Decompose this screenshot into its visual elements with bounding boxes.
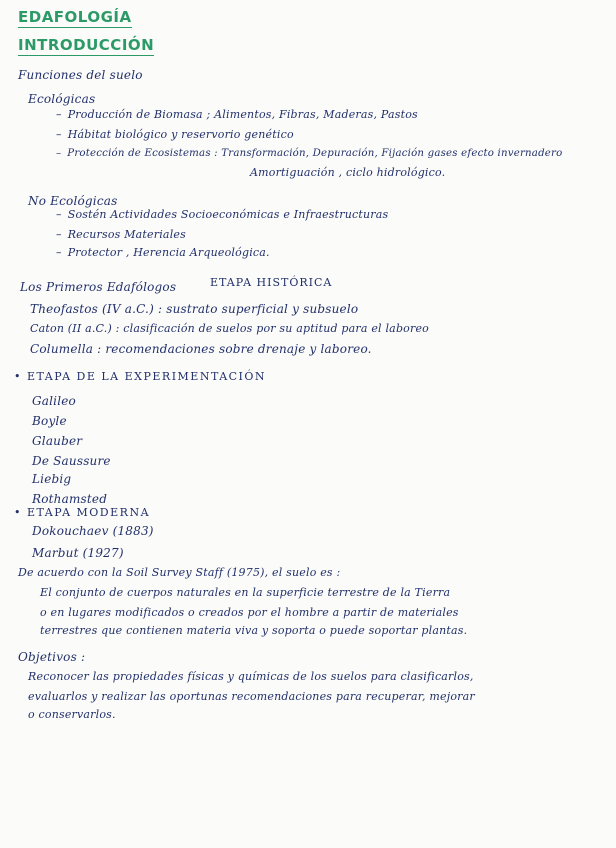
no-ecologicas-item-3: – Protector , Herencia Arqueológica.: [56, 246, 270, 259]
title-edafologia-text: EDAFOLOGÍA: [18, 8, 132, 26]
etapa-historica-label: ETAPA HISTÓRICA: [210, 276, 333, 289]
mod-name-2: Marbut (1927): [32, 546, 124, 560]
definicion-line-1: De acuerdo con la Soil Survey Staff (1975), el suelo es :: [18, 566, 341, 579]
etapa-moderna-label: • ETAPA MODERNA: [14, 506, 151, 519]
ecologicas-item-2: – Hábitat biológico y reservorio genético: [56, 128, 294, 141]
ecologicas-item-1-text: Producción de Biomasa ; Alimentos, Fibras, Maderas, Pastos: [67, 108, 418, 121]
ecologicas-item-3: – Protección de Ecosistemas : Transformación, Depuración, Fijación gases efecto invernadero: [56, 148, 563, 159]
objetivos-line-1: Reconocer las propiedades físicas y químicas de los suelos para clasificarlos,: [28, 670, 474, 683]
title-edafologia: [18, 8, 132, 26]
ecologicas-item-3-cont: Amortiguación , ciclo hidrológico.: [250, 166, 446, 179]
ecologicas-item-2-text: Hábitat biológico y reservorio genético: [67, 128, 294, 141]
no-ecologicas-item-3-text: Protector , Herencia Arqueológica.: [67, 246, 270, 259]
objetivos-line-3: o conservarlos.: [28, 708, 116, 721]
definicion-line-4: terrestres que contienen materia viva y soporta o puede soportar plantas.: [40, 624, 468, 637]
objetivos-line-2: evaluarlos y realizar las oportunas recomendaciones para recuperar, mejorar: [28, 690, 475, 703]
title-introduccion-text: INTRODUCCIÓN: [18, 36, 155, 54]
ecologicas-label: Ecológicas: [28, 92, 96, 106]
no-ecologicas-item-2-text: Recursos Materiales: [67, 228, 186, 241]
title-introduccion: [18, 36, 154, 54]
historia-item-3: Columella : recomendaciones sobre drenaje y laboreo.: [30, 342, 372, 356]
historia-item-1: Theofastos (IV a.C.) : sustrato superficial y subsuelo: [30, 302, 359, 316]
exp-name-1: Galileo: [32, 394, 76, 408]
exp-name-4: De Saussure: [32, 454, 111, 468]
historia-intro: Los Primeros Edafólogos: [20, 280, 177, 294]
ecologicas-item-3-text: Protección de Ecosistemas : Transformación, Depuración, Fijación gases efecto invernadero: [67, 148, 563, 159]
mod-name-1: Dokouchaev (1883): [32, 524, 154, 538]
ecologicas-item-1: – Producción de Biomasa ; Alimentos, Fibras, Maderas, Pastos: [56, 108, 418, 121]
no-ecologicas-item-1: – Sostén Actividades Socioeconómicas e Infraestructuras: [56, 208, 389, 221]
exp-name-5: Liebig: [32, 472, 72, 486]
exp-name-6: Rothamsted: [32, 492, 108, 506]
definicion-line-2: El conjunto de cuerpos naturales en la superficie terrestre de la Tierra: [40, 586, 451, 599]
historia-item-2: Caton (II a.C.) : clasificación de suelos por su aptitud para el laboreo: [30, 322, 429, 335]
objetivos-label: Objetivos :: [18, 650, 86, 664]
no-ecologicas-item-2: – Recursos Materiales: [56, 228, 186, 241]
exp-name-3: Glauber: [32, 434, 83, 448]
exp-name-2: Boyle: [32, 414, 67, 428]
etapa-experimentacion-label: • ETAPA DE LA EXPERIMENTACIÓN: [14, 370, 267, 383]
funciones-heading: Funciones del suelo: [18, 68, 143, 82]
no-ecologicas-label: No Ecológicas: [28, 194, 118, 208]
no-ecologicas-item-1-text: Sostén Actividades Socioeconómicas e Infraestructuras: [67, 208, 389, 221]
definicion-line-3: o en lugares modificados o creados por el hombre a partir de materiales: [40, 606, 459, 619]
